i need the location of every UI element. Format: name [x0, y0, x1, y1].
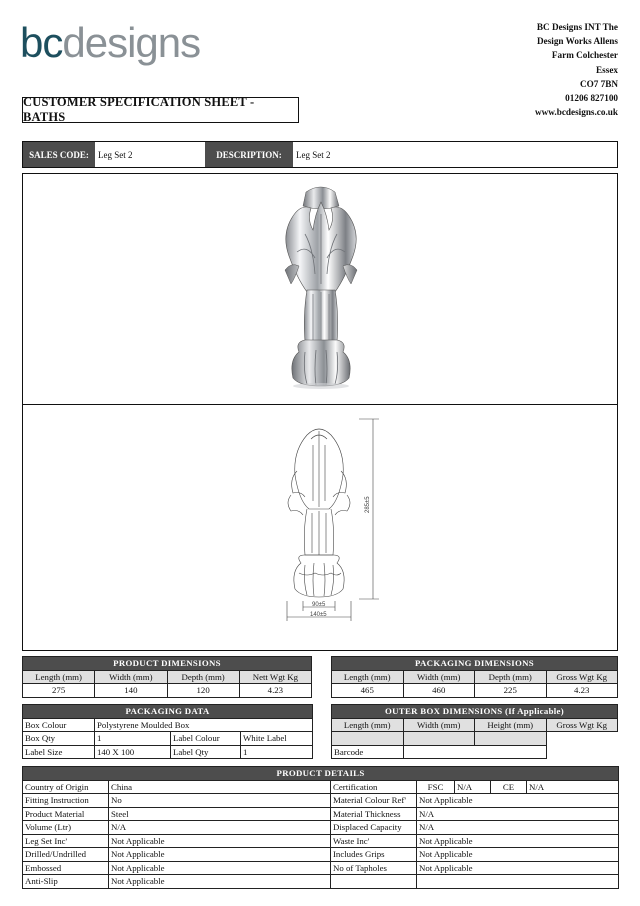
company-logo	[20, 19, 230, 92]
sheet-title: CUSTOMER SPECIFICATION SHEET - BATHS	[22, 97, 299, 123]
label-qty-value: 1	[241, 745, 313, 759]
box-qty-value: 1	[95, 732, 171, 746]
pd-header-width: Width (mm)	[95, 670, 167, 684]
address-line: CO7 7BN	[579, 78, 618, 89]
address-line: Essex	[596, 64, 618, 75]
material-colour-value: Not Applicable	[417, 794, 619, 808]
pk-header-length: Length (mm)	[332, 670, 404, 684]
certification-label: Certification	[331, 780, 417, 794]
pd-depth: 120	[167, 684, 239, 698]
pk-header-width: Width (mm)	[403, 670, 475, 684]
dim-height-label: 285±5	[365, 496, 371, 513]
embossed-label: Embossed	[23, 861, 109, 875]
label-qty-label: Label Qty	[171, 745, 241, 759]
technical-drawing-frame	[22, 405, 618, 651]
pk-weight: 4.23	[546, 684, 618, 698]
product-dimensions-title: PRODUCT DIMENSIONS	[23, 657, 312, 671]
pk-width: 460	[403, 684, 475, 698]
volume-value: N/A	[109, 821, 331, 835]
fsc-value: N/A	[455, 780, 491, 794]
fitting-instruction-value: No	[109, 794, 331, 808]
pk-header-depth: Depth (mm)	[475, 670, 547, 684]
address-phone: 01206 827100	[565, 93, 618, 104]
product-details-table	[22, 766, 619, 889]
pd-header-depth: Depth (mm)	[167, 670, 239, 684]
material-thickness-label: Material Thickness	[331, 807, 417, 821]
ob-header-weight: Gross Wgt Kg	[546, 718, 618, 732]
logo-designs: designs	[62, 19, 201, 66]
tapholes-value: Not Applicable	[417, 861, 619, 875]
outer-box-table	[331, 704, 618, 759]
leg-photo-image	[23, 174, 616, 403]
pd-weight: 4.23	[239, 684, 311, 698]
product-photo-frame	[22, 173, 618, 405]
anti-slip-value: Not Applicable	[109, 875, 331, 889]
leg-set-label: Leg Set Inc'	[23, 834, 109, 848]
company-address	[418, 20, 618, 119]
displaced-capacity-label: Displaced Capacity	[331, 821, 417, 835]
box-colour-value: Polystyrene Moulded Box	[95, 718, 313, 732]
fitting-instruction-label: Fitting Instruction	[23, 794, 109, 808]
ce-value: N/A	[527, 780, 619, 794]
barcode-value	[403, 745, 546, 759]
drilled-label: Drilled/Undrilled	[23, 848, 109, 862]
material-colour-label: Material Colour Ref'	[331, 794, 417, 808]
ce-label: CE	[491, 780, 527, 794]
barcode-label: Barcode	[332, 745, 404, 759]
embossed-value: Not Applicable	[109, 861, 331, 875]
product-material-label: Product Material	[23, 807, 109, 821]
box-qty-label: Box Qty	[23, 732, 95, 746]
dim-base-label: 90±5	[312, 602, 326, 608]
dim-width-label: 140±5	[310, 612, 327, 618]
anti-slip-label: Anti-Slip	[23, 875, 109, 889]
ob-header-width: Width (mm)	[403, 718, 475, 732]
packaging-dimensions-table	[331, 656, 618, 698]
waste-inc-value: Not Applicable	[417, 834, 619, 848]
ob-length	[332, 732, 404, 746]
address-line: Farm Colchester	[551, 50, 618, 61]
country-of-origin-value: China	[109, 780, 331, 794]
packaging-dimensions-title: PACKAGING DIMENSIONS	[332, 657, 618, 671]
address-website[interactable]: www.bcdesigns.co.uk	[535, 107, 618, 118]
sales-code-value: Leg Set 2	[98, 149, 133, 160]
empty-cell	[331, 875, 417, 889]
pd-width: 140	[95, 684, 167, 698]
label-size-label: Label Size	[23, 745, 95, 759]
description-value: Leg Set 2	[296, 149, 331, 160]
volume-label: Volume (Ltr)	[23, 821, 109, 835]
address-line: Design Works Allens	[536, 36, 618, 47]
product-material-value: Steel	[109, 807, 331, 821]
product-details-title: PRODUCT DETAILS	[23, 767, 619, 781]
logo-bc: bc	[20, 19, 63, 66]
pk-header-weight: Gross Wgt Kg	[546, 670, 618, 684]
packaging-data-table	[22, 704, 313, 759]
box-colour-label: Box Colour	[23, 718, 95, 732]
description-label: DESCRIPTION:	[205, 142, 293, 167]
label-colour-value: White Label	[241, 732, 313, 746]
material-thickness-value: N/A	[417, 807, 619, 821]
label-size-value: 140 X 100	[95, 745, 171, 759]
ob-header-length: Length (mm)	[332, 718, 404, 732]
ob-weight	[546, 732, 618, 746]
ob-width	[403, 732, 475, 746]
pk-length: 465	[332, 684, 404, 698]
pk-depth: 225	[475, 684, 547, 698]
pd-header-weight: Nett Wgt Kg	[239, 670, 311, 684]
country-of-origin-label: Country of Origin	[23, 780, 109, 794]
product-dimensions-table	[22, 656, 312, 698]
pd-length: 275	[23, 684, 95, 698]
ob-header-height: Height (mm)	[475, 718, 547, 732]
includes-grips-value: Not Applicable	[417, 848, 619, 862]
packaging-data-title: PACKAGING DATA	[23, 705, 313, 719]
sales-code-label: SALES CODE:	[23, 142, 95, 167]
includes-grips-label: Includes Grips	[331, 848, 417, 862]
label-colour-label: Label Colour	[171, 732, 241, 746]
outer-box-title: OUTER BOX DIMENSIONS (If Applicable)	[332, 705, 618, 719]
pd-header-length: Length (mm)	[23, 670, 95, 684]
empty-cell	[417, 875, 619, 889]
ob-height	[475, 732, 547, 746]
address-line: BC Designs INT The	[536, 22, 618, 32]
leg-technical-drawing	[23, 405, 616, 649]
waste-inc-label: Waste Inc'	[331, 834, 417, 848]
leg-set-value: Not Applicable	[109, 834, 331, 848]
drilled-value: Not Applicable	[109, 848, 331, 862]
displaced-capacity-value: N/A	[417, 821, 619, 835]
fsc-label: FSC	[417, 780, 455, 794]
tapholes-label: No of Tapholes	[331, 861, 417, 875]
sales-code-row	[22, 141, 618, 168]
